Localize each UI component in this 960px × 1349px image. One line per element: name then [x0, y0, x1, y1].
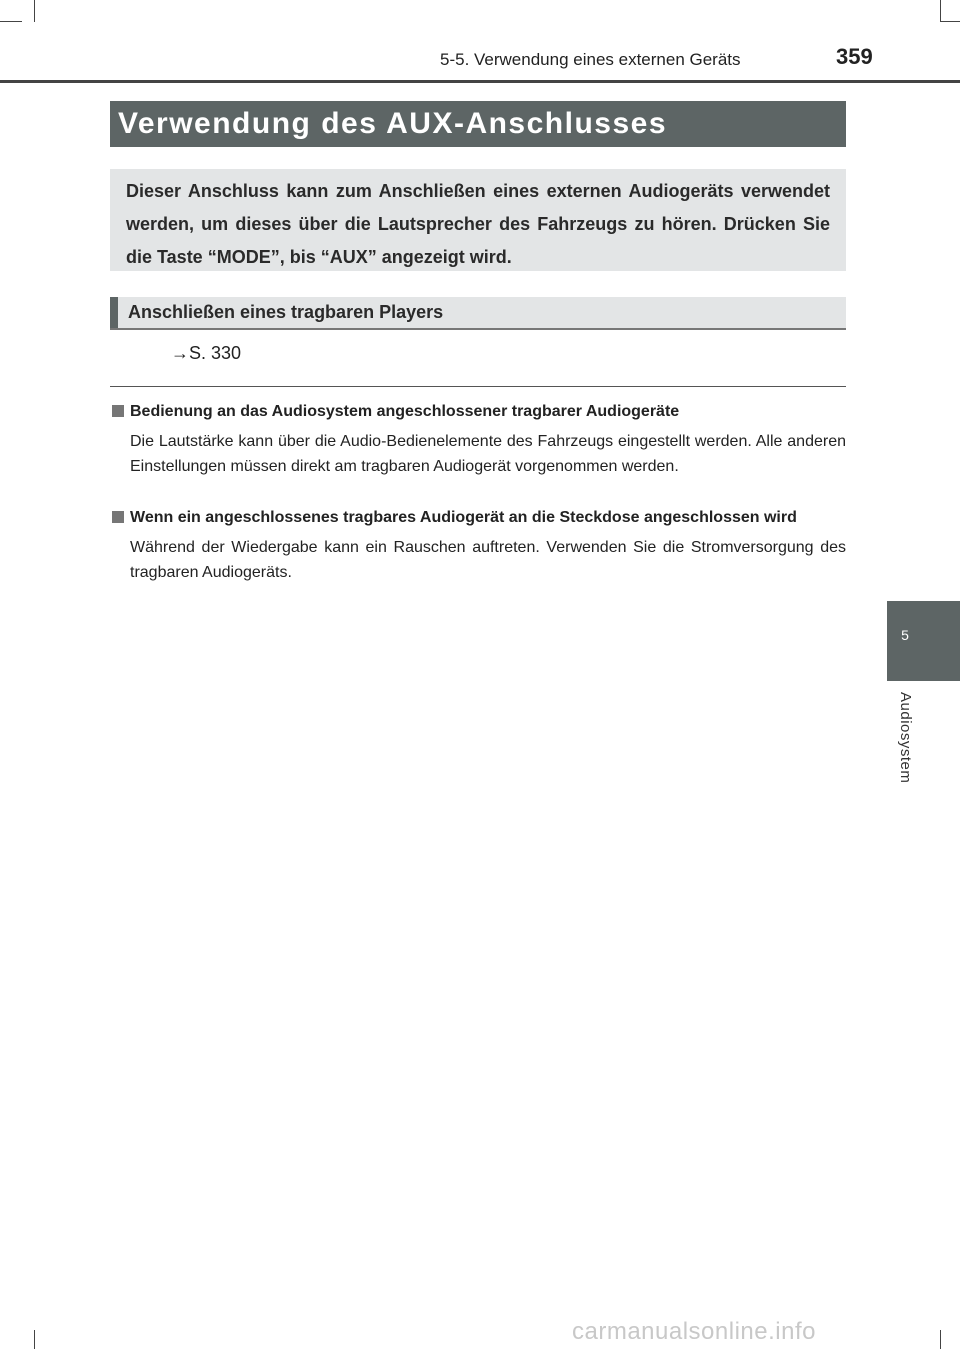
square-bullet-icon [112, 511, 124, 523]
cross-reference-text: S. 330 [189, 343, 242, 363]
page-number: 359 [836, 44, 873, 69]
note-title: Wenn ein angeschlossenes tragbares Audiogerät an die Steckdose angeschlossen wird [130, 509, 797, 526]
note-item [110, 399, 846, 479]
crop-mark-top-right-h [940, 21, 960, 22]
note-body: Die Lautstärke kann über die Audio-Bedienelemente des Fahrzeugs eingestellt werden. Alle anderen Einstellungen müssen direkt am tragbaren Audiogerät vorgenommen werden. [130, 433, 846, 475]
intro-text: Dieser Anschluss kann zum Anschließen eines externen Audiogeräts verwendet werden, um dieses über die Lautsprecher des Fahrzeugs zu hören. Drücken Sie die Taste “MODE”, bis “AUX” angezeigt wird. [126, 181, 830, 267]
intro-box [110, 169, 846, 271]
crop-mark-top-left-h [0, 21, 22, 22]
crop-mark-bottom-right-v [940, 1330, 941, 1349]
section-divider [110, 386, 846, 387]
subsection-heading: Anschließen eines tragbaren Players [128, 302, 444, 322]
subsection-heading-bar [110, 297, 846, 330]
crop-mark-top-left-v [34, 0, 35, 22]
page-title: Verwendung des AUX-Anschlusses [110, 101, 846, 147]
running-header: 5-5. Verwendung eines externen Geräts [440, 50, 741, 69]
crop-mark-top-right-v [940, 0, 941, 22]
header-rule [0, 80, 960, 83]
watermark: carmanualsonline.info [572, 1318, 816, 1345]
chapter-label: Audiosystem [897, 692, 914, 784]
cross-reference-link[interactable] [171, 343, 241, 364]
square-bullet-icon [112, 405, 124, 417]
note-item [110, 505, 846, 585]
heading-marker [110, 297, 118, 328]
chapter-number: 5 [901, 627, 909, 643]
chapter-tab[interactable] [887, 601, 960, 681]
note-title: Bedienung an das Audiosystem angeschlossener tragbarer Audiogeräte [130, 403, 680, 420]
crop-mark-bottom-left-v [34, 1330, 35, 1349]
note-body: Während der Wiedergabe kann ein Rauschen auftreten. Verwenden Sie die Stromversorgung des tragbaren Audiogeräts. [130, 539, 846, 581]
arrow-icon: → [171, 343, 189, 363]
